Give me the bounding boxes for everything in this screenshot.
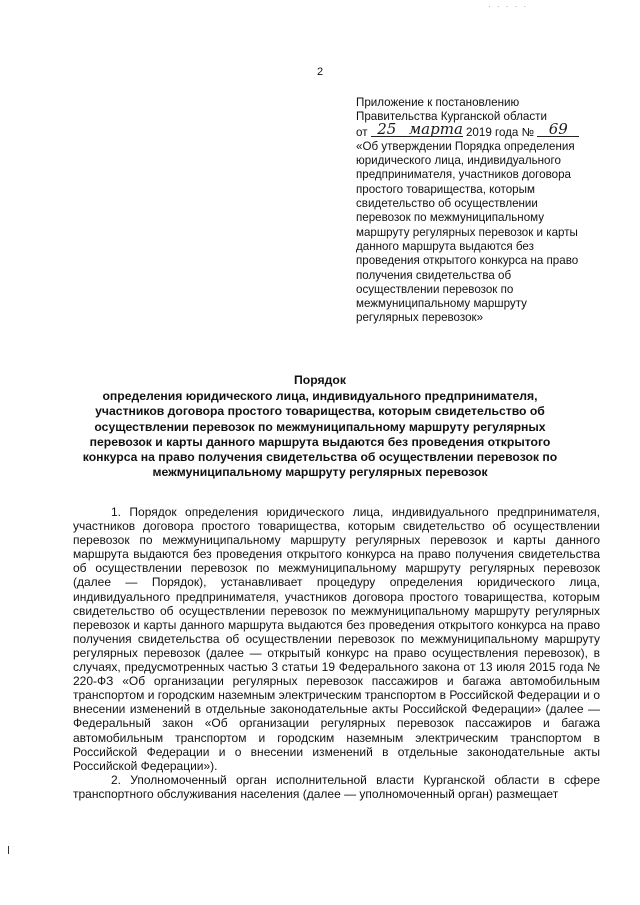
appendix-block bbox=[356, 96, 606, 326]
appendix-line: предпринимателя, участников договора bbox=[356, 168, 571, 182]
appendix-line: проведения открытого конкурса на право bbox=[356, 254, 579, 268]
margin-mark bbox=[8, 846, 9, 854]
handwritten-day: 25 bbox=[371, 123, 403, 137]
appendix-line: получения свидетельства об bbox=[356, 268, 512, 282]
title-heading: Порядок bbox=[294, 373, 346, 387]
document-title bbox=[60, 373, 580, 480]
appendix-line: данного маршрута выдаются без bbox=[356, 239, 534, 253]
appendix-line: Правительства Курганской области bbox=[356, 110, 547, 124]
appendix-line: межмуниципальному маршруту bbox=[356, 297, 527, 311]
title-line: перевозок и карты данного маршрута выдаются без проведения открытого bbox=[89, 434, 551, 449]
appendix-line: регулярных перевозок» bbox=[356, 311, 484, 325]
appendix-line: маршруту регулярных перевозок и карты bbox=[356, 225, 578, 239]
date-prefix: от bbox=[356, 125, 368, 139]
appendix-line: перевозок по межмуниципальному bbox=[356, 211, 545, 225]
handwritten-month: марта bbox=[403, 123, 463, 137]
appendix-date-line bbox=[356, 119, 606, 140]
appendix-line: осуществлении перевозок по bbox=[356, 282, 514, 296]
title-line: определения юридического лица, индивидуального предпринимателя, bbox=[102, 389, 538, 404]
title-line: межмуниципальному маршруту регулярных перевозок bbox=[152, 465, 488, 480]
date-year: 2019 года № bbox=[465, 125, 535, 139]
handwritten-number: 69 bbox=[537, 123, 579, 137]
appendix-line: юридического лица, индивидуального bbox=[356, 154, 561, 168]
paragraph-2: 2. Уполномоченный орган исполнительной власти Курганской области в сфере транспортного обслуживания населения (далее — уполномоченный орган) размещает bbox=[73, 772, 600, 801]
appendix-line: простого товарищества, которым bbox=[356, 182, 535, 196]
title-line: участников договора простого товарищества, которым свидетельство об bbox=[95, 404, 545, 419]
corner-mark: · · · · · bbox=[488, 2, 529, 11]
page-number: 2 bbox=[316, 66, 324, 78]
appendix-line: «Об утверждении Порядка определения bbox=[356, 139, 575, 153]
title-line: конкурса на право получения свидетельства об осуществлении перевозок по bbox=[82, 450, 558, 465]
paragraph-1: 1. Порядок определения юридического лица, индивидуального предпринимателя, участников договора простого товарищества, которым свидетельство об осуществлении перевозок по межмуниципальному маршруту регулярных перевозок и карты данного маршрута выдаются без проведения открытого конкурса на право получения свидетельства об осуществлении перевозок по межмуниципальному маршруту регулярных перевозок (далее — Порядок), устанавливает процедуру определения юридического лица, индивидуального предпринимателя, участников договора простого товарищества, которым свидетельство об осуществлении перевозок по межмуниципальному маршруту регулярных перевозок и карты данного маршрута выдаются без проведения открытого конкурса на право получения свидетельства об осуществлении перевозок по межмуниципальному маршруту регулярных перевозок (далее — открытый конкурс на право осуществления перевозок), в случаях, предусмотренных частью 3 статьи 19 Федерального закона от 13 июля 2015 года № 220-ФЗ «Об организации регулярных перевозок пассажиров и багажа автомобильным транспортом и городским наземным электрическим транспортом в Российской Федерации и о внесении изменений в отдельные законодательные акты Российской Федерации» (далее — Федеральный закон «Об организации регулярных перевозок пассажиров и багажа автомобильным транспортом и городским наземным электрическим транспортом в Российской Федерации и о внесении изменений в отдельные законодательные акты Российской Федерации»). bbox=[73, 505, 600, 773]
document-body bbox=[73, 505, 600, 801]
title-line: осуществлении перевозок по межмуниципальному маршруту регулярных bbox=[94, 419, 546, 434]
appendix-line: свидетельство об осуществлении bbox=[356, 197, 538, 211]
appendix-line: Приложение к постановлению bbox=[356, 96, 520, 109]
